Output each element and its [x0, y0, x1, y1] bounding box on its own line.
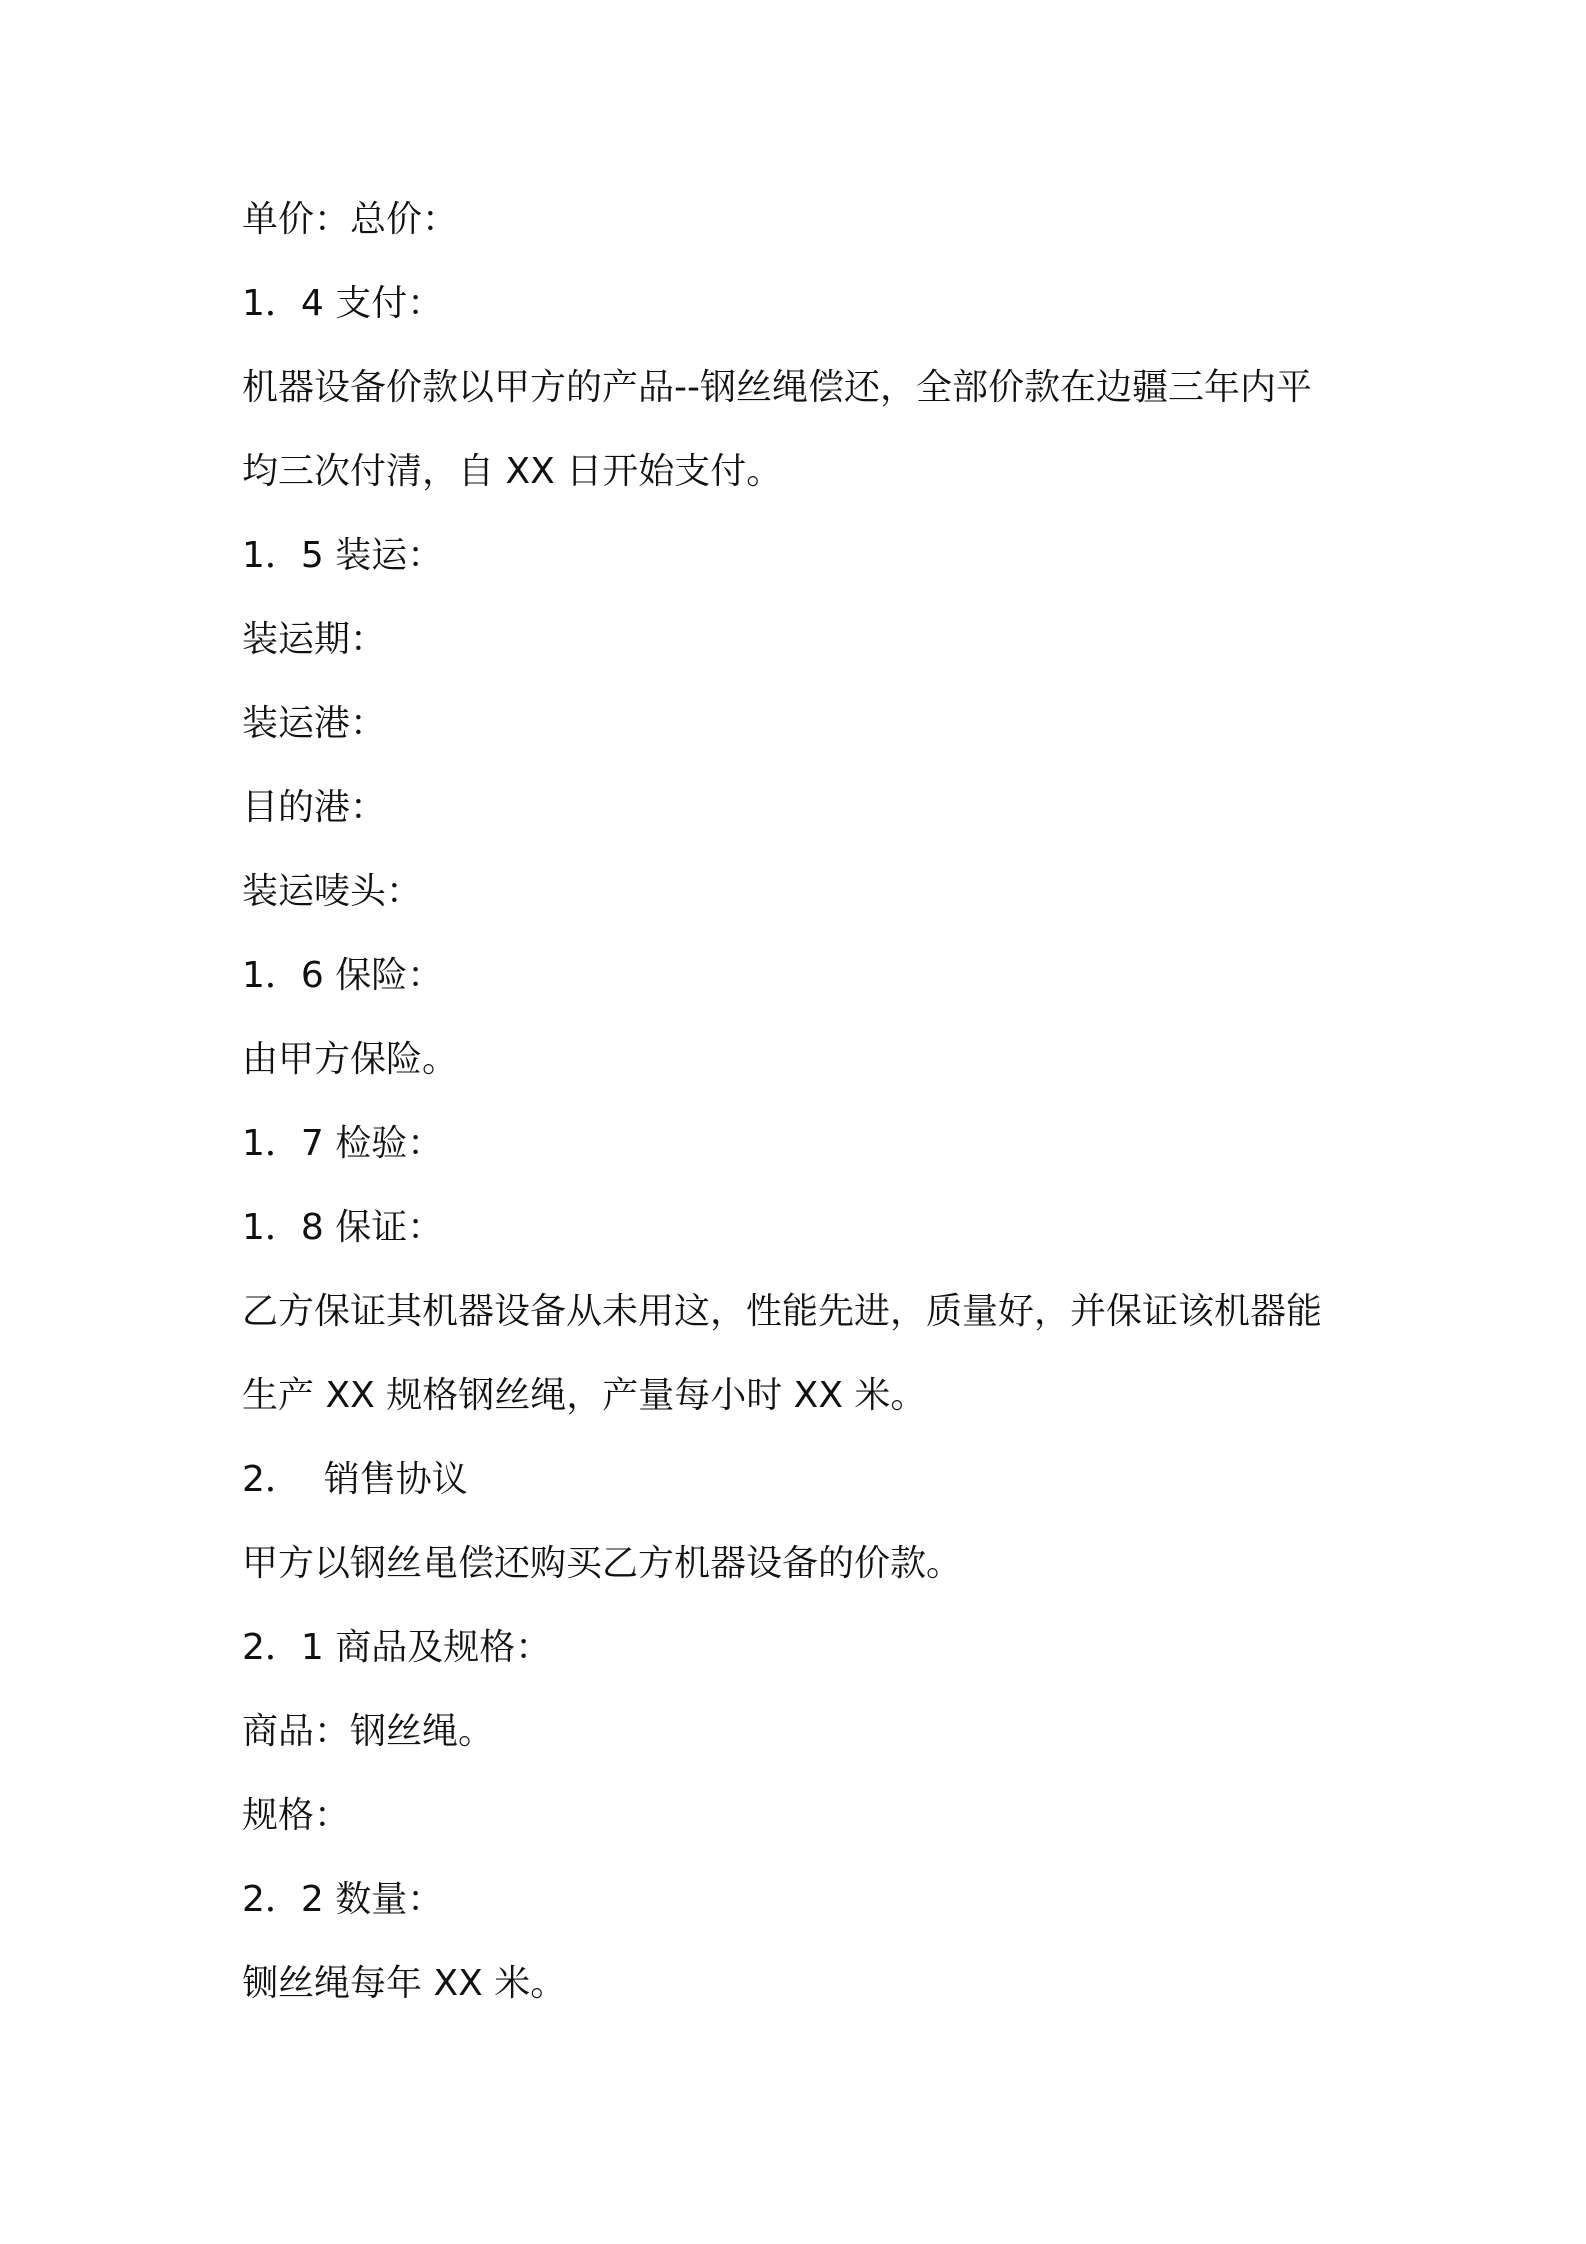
port-of-destination-field: 目的港： — [242, 787, 387, 828]
section-2-1-heading: 2．1 商品及规格： — [242, 1627, 552, 1668]
section-1-7-heading: 1．7 检验： — [242, 1123, 444, 1164]
document-body — [242, 196, 1362, 2044]
sales-agreement-text: 甲方以钢丝黾偿还购买乙方机器设备的价款。 — [242, 1543, 963, 1584]
section-1-5-heading: 1．5 装运： — [242, 535, 444, 576]
price-line: 单价：总价： — [242, 199, 459, 240]
section-1-8-heading: 1．8 保证： — [242, 1207, 444, 1248]
quantity-text: 铡丝绳每年 XX 米。 — [242, 1963, 567, 2004]
section-1-4-heading: 1．4 支付： — [242, 283, 444, 324]
specification-field: 规格： — [242, 1795, 351, 1836]
payment-text-line-2: 均三次付清，自 XX 日开始支付。 — [242, 451, 783, 492]
guarantee-text-line-2: 生产 XX 规格钢丝绳，产量每小时 XX 米。 — [242, 1375, 927, 1416]
payment-text-line-1: 机器设备价款以甲方的产品--钢丝绳偿还，全部价款在边疆三年内平 — [242, 367, 1312, 408]
shipping-marks-field: 装运唛头： — [242, 871, 423, 912]
shipment-period-field: 装运期： — [242, 619, 387, 660]
guarantee-text-line-1: 乙方保证其机器设备从未用这，性能先进，质量好，并保证该机器能 — [242, 1291, 1323, 1332]
port-of-shipment-field: 装运港： — [242, 703, 387, 744]
insurance-text: 由甲方保险。 — [242, 1039, 459, 1080]
commodity-field: 商品：钢丝绳。 — [242, 1711, 495, 1752]
section-2-2-heading: 2．2 数量： — [242, 1879, 444, 1920]
section-1-6-heading: 1．6 保险： — [242, 955, 444, 996]
section-2-heading: 2． 销售协议 — [242, 1459, 468, 1500]
